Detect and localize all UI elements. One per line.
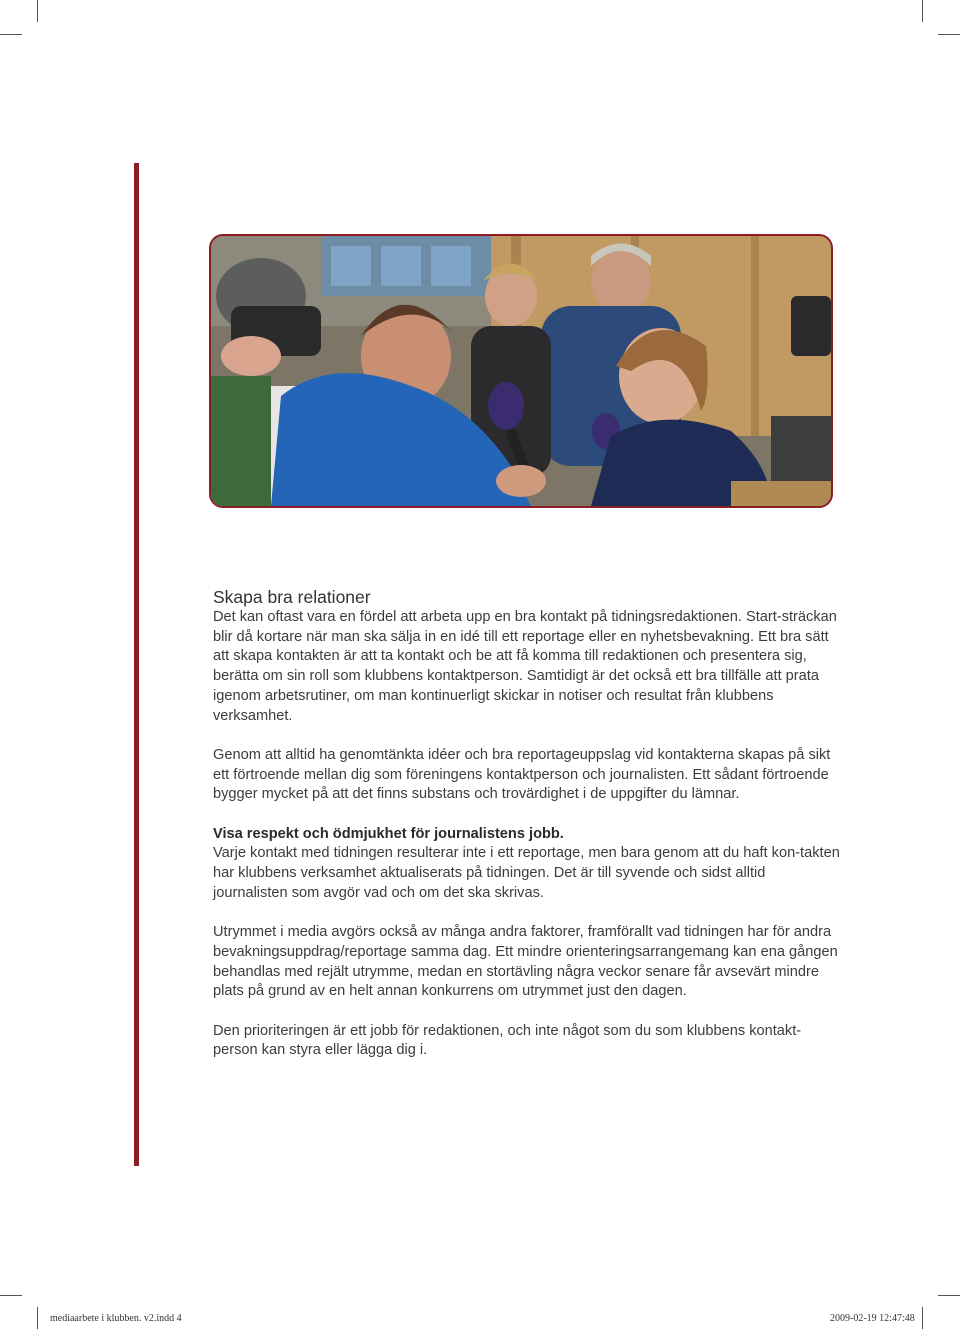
- article-paragraph: Utrymmet i media avgörs också av många andra faktorer, framförallt vad tidningen har för andra bevakningsuppdrag/reportage samma dag. Ett mindre orienteringsarrangemang kan ena gången behandlas med rejält utrymme, medan en stortävling några veckor senare får avsevärt mindre plats på grund av en helt annan konkurrens om utrymmet just den dagen.: [213, 924, 838, 1000]
- crop-mark: [938, 1295, 960, 1296]
- crop-mark: [37, 0, 38, 22]
- crop-mark: [922, 0, 923, 22]
- article-paragraph: Den prioriteringen är ett jobb för redaktionen, och inte något som du som klubbens kontakt-person kan styra eller lägga dig i.: [213, 1022, 802, 1059]
- article-paragraph: Genom att alltid ha genomtänkta idéer och bra reportageuppslag vid kontakterna skapas på sikt ett förtroende mellan dig som föreningens kontaktperson och journalisten. Ett sådant förtroende bygger mycket på att det finns substans och trovärdighet i de uppgifter du lämnar.: [213, 746, 831, 803]
- slug-timestamp: 2009-02-19 12:47:48: [830, 1313, 915, 1324]
- crop-mark: [922, 1307, 923, 1329]
- article-paragraph: Varje kontakt med tidningen resulterar inte i ett reportage, men bara genom att du haft kon-takten har klubbens verksamhet aktualiserats på tidningen. Det är till syvende och sidst alltid journalisten som avgör vad och om det ska skrivas.: [213, 845, 840, 901]
- article-subheading: Visa respekt och ödmjukhet för journalistens jobb.: [213, 825, 564, 842]
- crop-mark: [0, 34, 22, 35]
- article: [213, 586, 843, 1081]
- article-paragraph: Det kan oftast vara en fördel att arbeta upp en bra kontakt på tidningsredaktionen. Start-sträckan blir då kortare när man ska sälja in en idé till ett reportage eller en nyhetsbevakning. Ett bra sätt att skapa kontakten är att ta kontakt och be att få komma till redaktionen och presentera sig, berätta om sin roll som klubbens kontaktperson. Samtidigt är det också ett bra tillfälle att prata igenom arbetsrutiner, om man kontinuerligt skickar in notiser och resultat från klubbens verksamhet.: [213, 609, 837, 724]
- slug-filename: mediaarbete i klubben. v2.indd 4: [50, 1313, 182, 1324]
- side-accent-bar: [134, 163, 139, 1166]
- crop-mark: [37, 1307, 38, 1329]
- interview-photo: [209, 234, 833, 508]
- crop-mark: [0, 1295, 22, 1296]
- crop-mark: [938, 34, 960, 35]
- article-section: [213, 825, 843, 904]
- article-heading: Skapa bra relationer: [213, 587, 371, 607]
- interview-photo-illustration: [211, 236, 831, 506]
